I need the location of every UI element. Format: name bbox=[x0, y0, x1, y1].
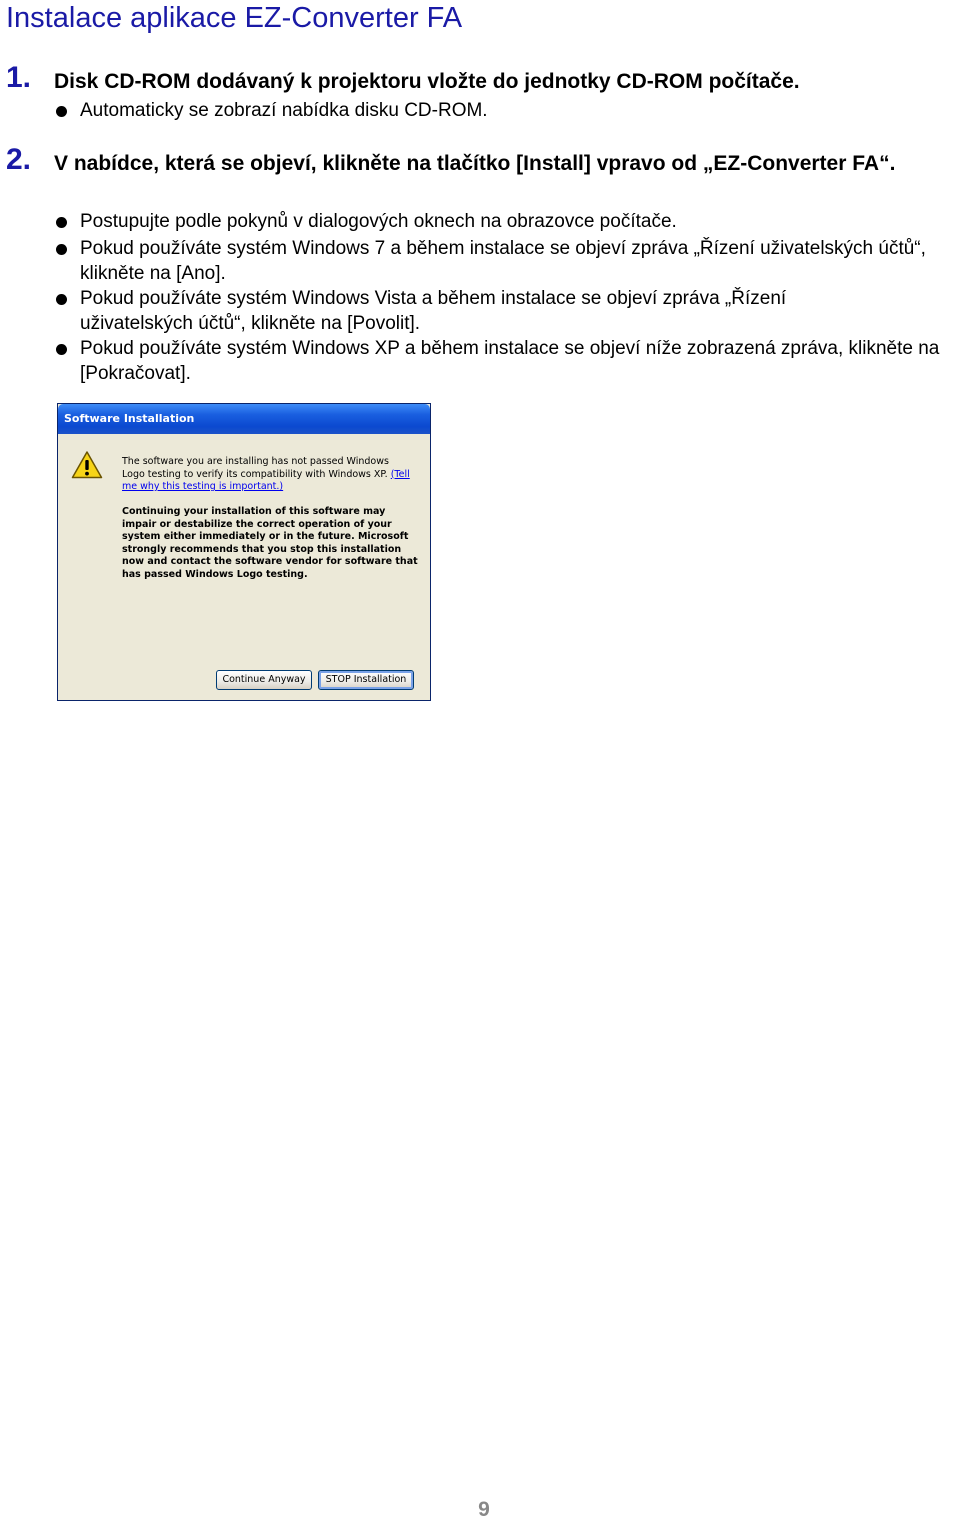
stop-installation-button[interactable]: STOP Installation bbox=[318, 670, 414, 690]
bullet-text: Postupujte podle pokynů v dialogových oknech na obrazovce počítače. bbox=[80, 211, 677, 232]
bullet-text: Pokud používáte systém Windows Vista a během instalace se objeví zpráva „Řízení uživatelských účtů“, klikněte na [Povolit]. bbox=[80, 288, 787, 334]
continue-anyway-button[interactable]: Continue Anyway bbox=[216, 670, 312, 690]
warning-icon bbox=[71, 450, 103, 480]
bullet-text: Pokud používáte systém Windows XP a během instalace se objeví níže zobrazená zpráva, klikněte na [Pokračovat]. bbox=[80, 338, 940, 384]
tell-me-why-link[interactable]: (Tell me why this testing is important.) bbox=[122, 468, 410, 492]
step-text: V nabídce, která se objeví, klikněte na tlačítko [Install] vpravo od „EZ-Converter FA“. bbox=[54, 152, 896, 175]
software-installation-dialog bbox=[57, 403, 431, 701]
bullet-dot-icon bbox=[56, 344, 67, 355]
step-number: 1. bbox=[6, 61, 32, 94]
page-title: Instalace aplikace EZ-Converter FA bbox=[6, 2, 463, 34]
warning-message: Continuing your installation of this software may impair or destabilize the correct operation of your system either immediately or in the future. Microsoft strongly recommends that you stop this installation now and contact the software vendor for software that has passed Windows Logo testing. bbox=[122, 506, 418, 580]
dialog-titlebar[interactable] bbox=[58, 404, 430, 434]
bullet-dot-icon bbox=[56, 217, 67, 228]
compatibility-text: The software you are installing has not passed Windows Logo testing to verify its compatibility with Windows XP. bbox=[122, 456, 389, 480]
bullet-dot-icon bbox=[56, 106, 67, 117]
dialog-title: Software Installation bbox=[64, 412, 195, 425]
bullet-text: Pokud používáte systém Windows 7 a během instalace se objeví zpráva „Řízení uživatelských účtů“, klikněte na [Ano]. bbox=[80, 238, 926, 284]
dialog-body bbox=[61, 434, 427, 697]
page-number: 9 bbox=[478, 1498, 490, 1521]
step-text: Disk CD-ROM dodávaný k projektoru vložte do jednotky CD-ROM počítače. bbox=[54, 70, 800, 93]
bullet-dot-icon bbox=[56, 244, 67, 255]
bullet-text: Automaticky se zobrazí nabídka disku CD-ROM. bbox=[80, 100, 488, 121]
compatibility-message bbox=[122, 456, 410, 494]
step-number: 2. bbox=[6, 143, 32, 176]
bullet-dot-icon bbox=[56, 294, 67, 305]
